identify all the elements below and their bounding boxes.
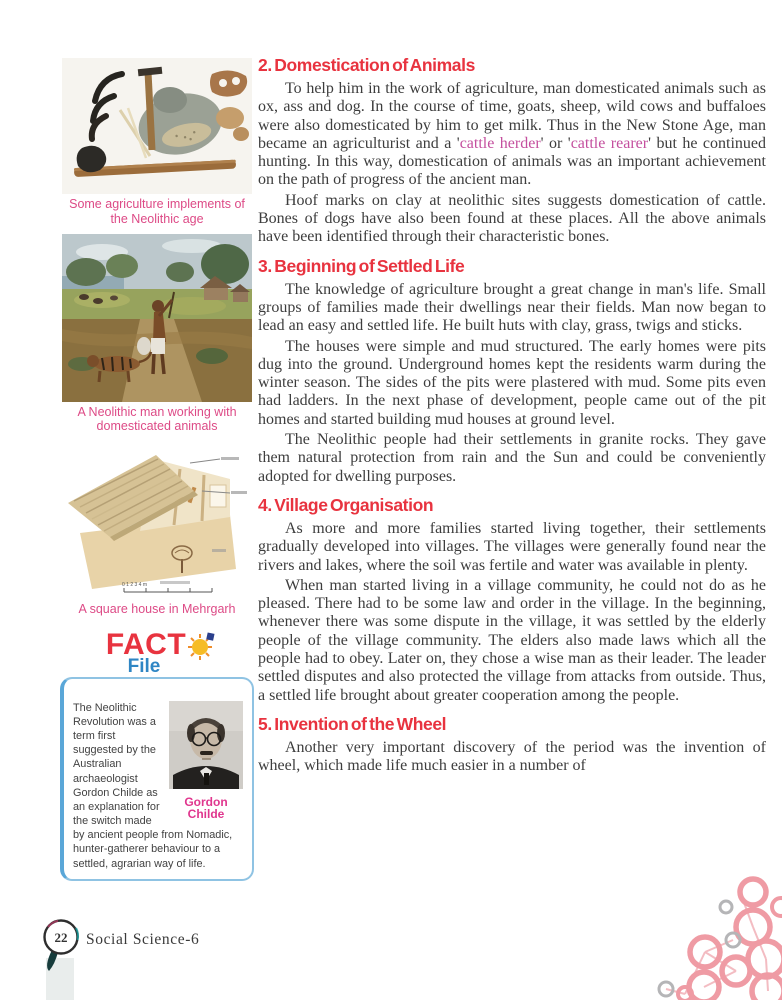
house-diagram bbox=[62, 441, 252, 599]
fact-file-logo bbox=[98, 627, 216, 677]
portrait-caption: Gordon Childe bbox=[184, 794, 228, 821]
figure-caption: A Neolithic man working with domesticated animals bbox=[77, 404, 237, 434]
main-text-column bbox=[258, 55, 766, 778]
figure-square-house bbox=[60, 441, 254, 617]
fact-file-box bbox=[60, 627, 254, 881]
term-cattle-rearer: cattle rearer bbox=[570, 134, 649, 152]
sidebar bbox=[60, 58, 254, 881]
page-number: 22 bbox=[54, 930, 68, 945]
book-title: Social Science-6 bbox=[86, 931, 200, 948]
scale-label: 0 1 2 3 4 m bbox=[122, 582, 148, 588]
paragraph: Another very important discovery of the period was the invention of wheel, which made life much easier in a number of bbox=[258, 738, 766, 775]
figure-neolithic-man bbox=[60, 234, 254, 435]
neolithic-man-painting bbox=[62, 234, 252, 402]
figure-caption: Some agriculture implements of the Neolithic age bbox=[69, 197, 245, 226]
paragraph: The Neolithic people had their settlements in granite rocks. They gave them natural protection from rain and the Sun and could be conveniently adopted for dwelling purposes. bbox=[258, 431, 766, 485]
portrait-block bbox=[168, 701, 244, 820]
paragraph: To help him in the work of agriculture, man domesticated animals such as ox, ass and dog. In the course of time, goats, sheep, wild cows and buffaloes were also domesticated by him to get milk. Thus in the New Stone Age, man became an agriculturist and a 'cattle herder' or 'cattle rearer' but he continued hunting. In this way, domestication of animals was an important achievement on the path of progress of the ancient man. bbox=[258, 80, 767, 189]
page-number-bubble bbox=[40, 918, 84, 988]
fact-file-text: The Neolithic Revolution was a term first suggested by the Australian archaeologist Gordon Childe as an explanation for the switch made by ancient people from Nomadic, hunter-gatherer behaviour to a settled, agrarian way of life. bbox=[73, 701, 233, 870]
figure-caption: A square house in Mehrgarh bbox=[78, 602, 236, 616]
paragraph: When man started living in a village community, he could not do as he pleased. There had to be some law and order in the village. In the beginning, whenever there was some dispute in the village, it was settled by the elderly people of the village community. The elders also made laws which all the people had to obey. Later on, they chose a wise man as their leader. The leader settled disputes and also protected the village from attacks from outside. Thus, a settled life brought about greater cooperation among the people. bbox=[258, 576, 766, 704]
paragraph: Hoof marks on clay at neolithic sites suggests domestication of cattle. Bones of dogs have also been found at these places. All the above animals have been identified through their characteristic bones. bbox=[258, 191, 766, 246]
implements-photo bbox=[62, 58, 252, 194]
sun-icon bbox=[186, 632, 216, 662]
gordon-childe-photo bbox=[169, 701, 243, 789]
term-cattle-herder: cattle herder bbox=[459, 134, 541, 152]
paragraph: The knowledge of agriculture brought a great change in man's life. Small groups of families made their dwellings near their fields. Man now began to lead an easy and settled life. He built huts with clay, grass, twigs and sticks. bbox=[258, 280, 766, 335]
paragraph: The houses were simple and mud structured. The early homes were pits dug into the ground. Underground homes kept the residents warm during the winter season. The sides of the pits were plastered with mud. Some pits even had ladders. In the next phase of development, people came out of the pit homes and started building mud houses at ground level. bbox=[258, 337, 766, 428]
section-heading-settled-life: 3. Beginning of Settled Life bbox=[258, 255, 465, 276]
paragraph: As more and more families started living together, their settlements gradually developed into villages. The villages were generally found near the rivers and lakes, where the soil was fertile and water was available in plenty. bbox=[258, 519, 766, 574]
fact-file-body bbox=[60, 677, 254, 881]
decorative-circles bbox=[630, 862, 782, 1000]
section-heading-domestication: 2. Domestication of Animals bbox=[258, 55, 475, 75]
figure-implements bbox=[60, 58, 254, 227]
fact-title: FACT bbox=[105, 627, 187, 661]
section-heading-wheel: 5. Invention of the Wheel bbox=[258, 713, 447, 734]
file-subtitle: File bbox=[127, 655, 161, 677]
section-heading-village-organisation: 4. Village Organisation bbox=[258, 494, 434, 515]
